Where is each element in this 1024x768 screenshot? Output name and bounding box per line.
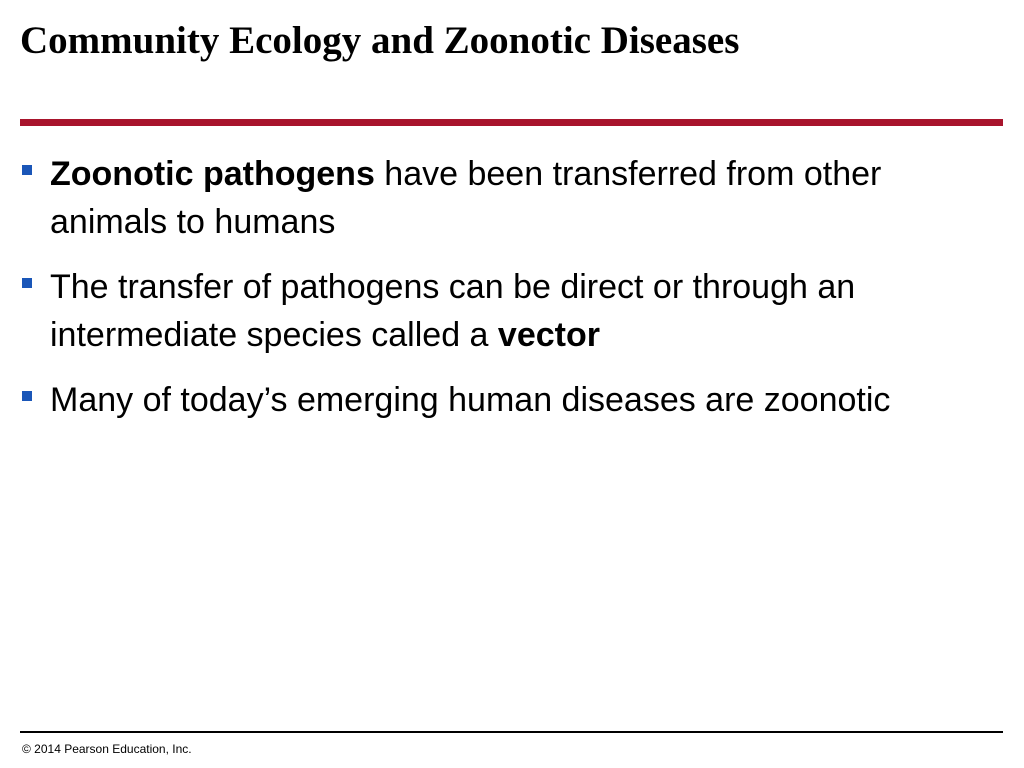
square-bullet-icon [22, 165, 32, 175]
bullet-item [22, 376, 982, 424]
bullet-list [22, 150, 982, 441]
bullet-bold-term: vector [497, 316, 600, 354]
bullet-bold-term: Zoonotic pathogens [50, 155, 375, 193]
slide-title: Community Ecology and Zoonotic Diseases [20, 19, 740, 62]
square-bullet-icon [22, 391, 32, 401]
bullet-text: have been transferred from other animals to humans [50, 155, 882, 241]
bullet-text: The transfer of pathogens can be direct or through an intermediate species called a [50, 268, 856, 354]
copyright-footer: © 2014 Pearson Education, Inc. [22, 742, 192, 756]
square-bullet-icon [22, 278, 32, 288]
bullet-item [22, 263, 982, 359]
footer-divider [20, 731, 1003, 733]
bullet-text: Many of today’s emerging human diseases are zoonotic [50, 381, 891, 419]
bullet-item [22, 150, 982, 246]
title-divider [20, 119, 1003, 126]
